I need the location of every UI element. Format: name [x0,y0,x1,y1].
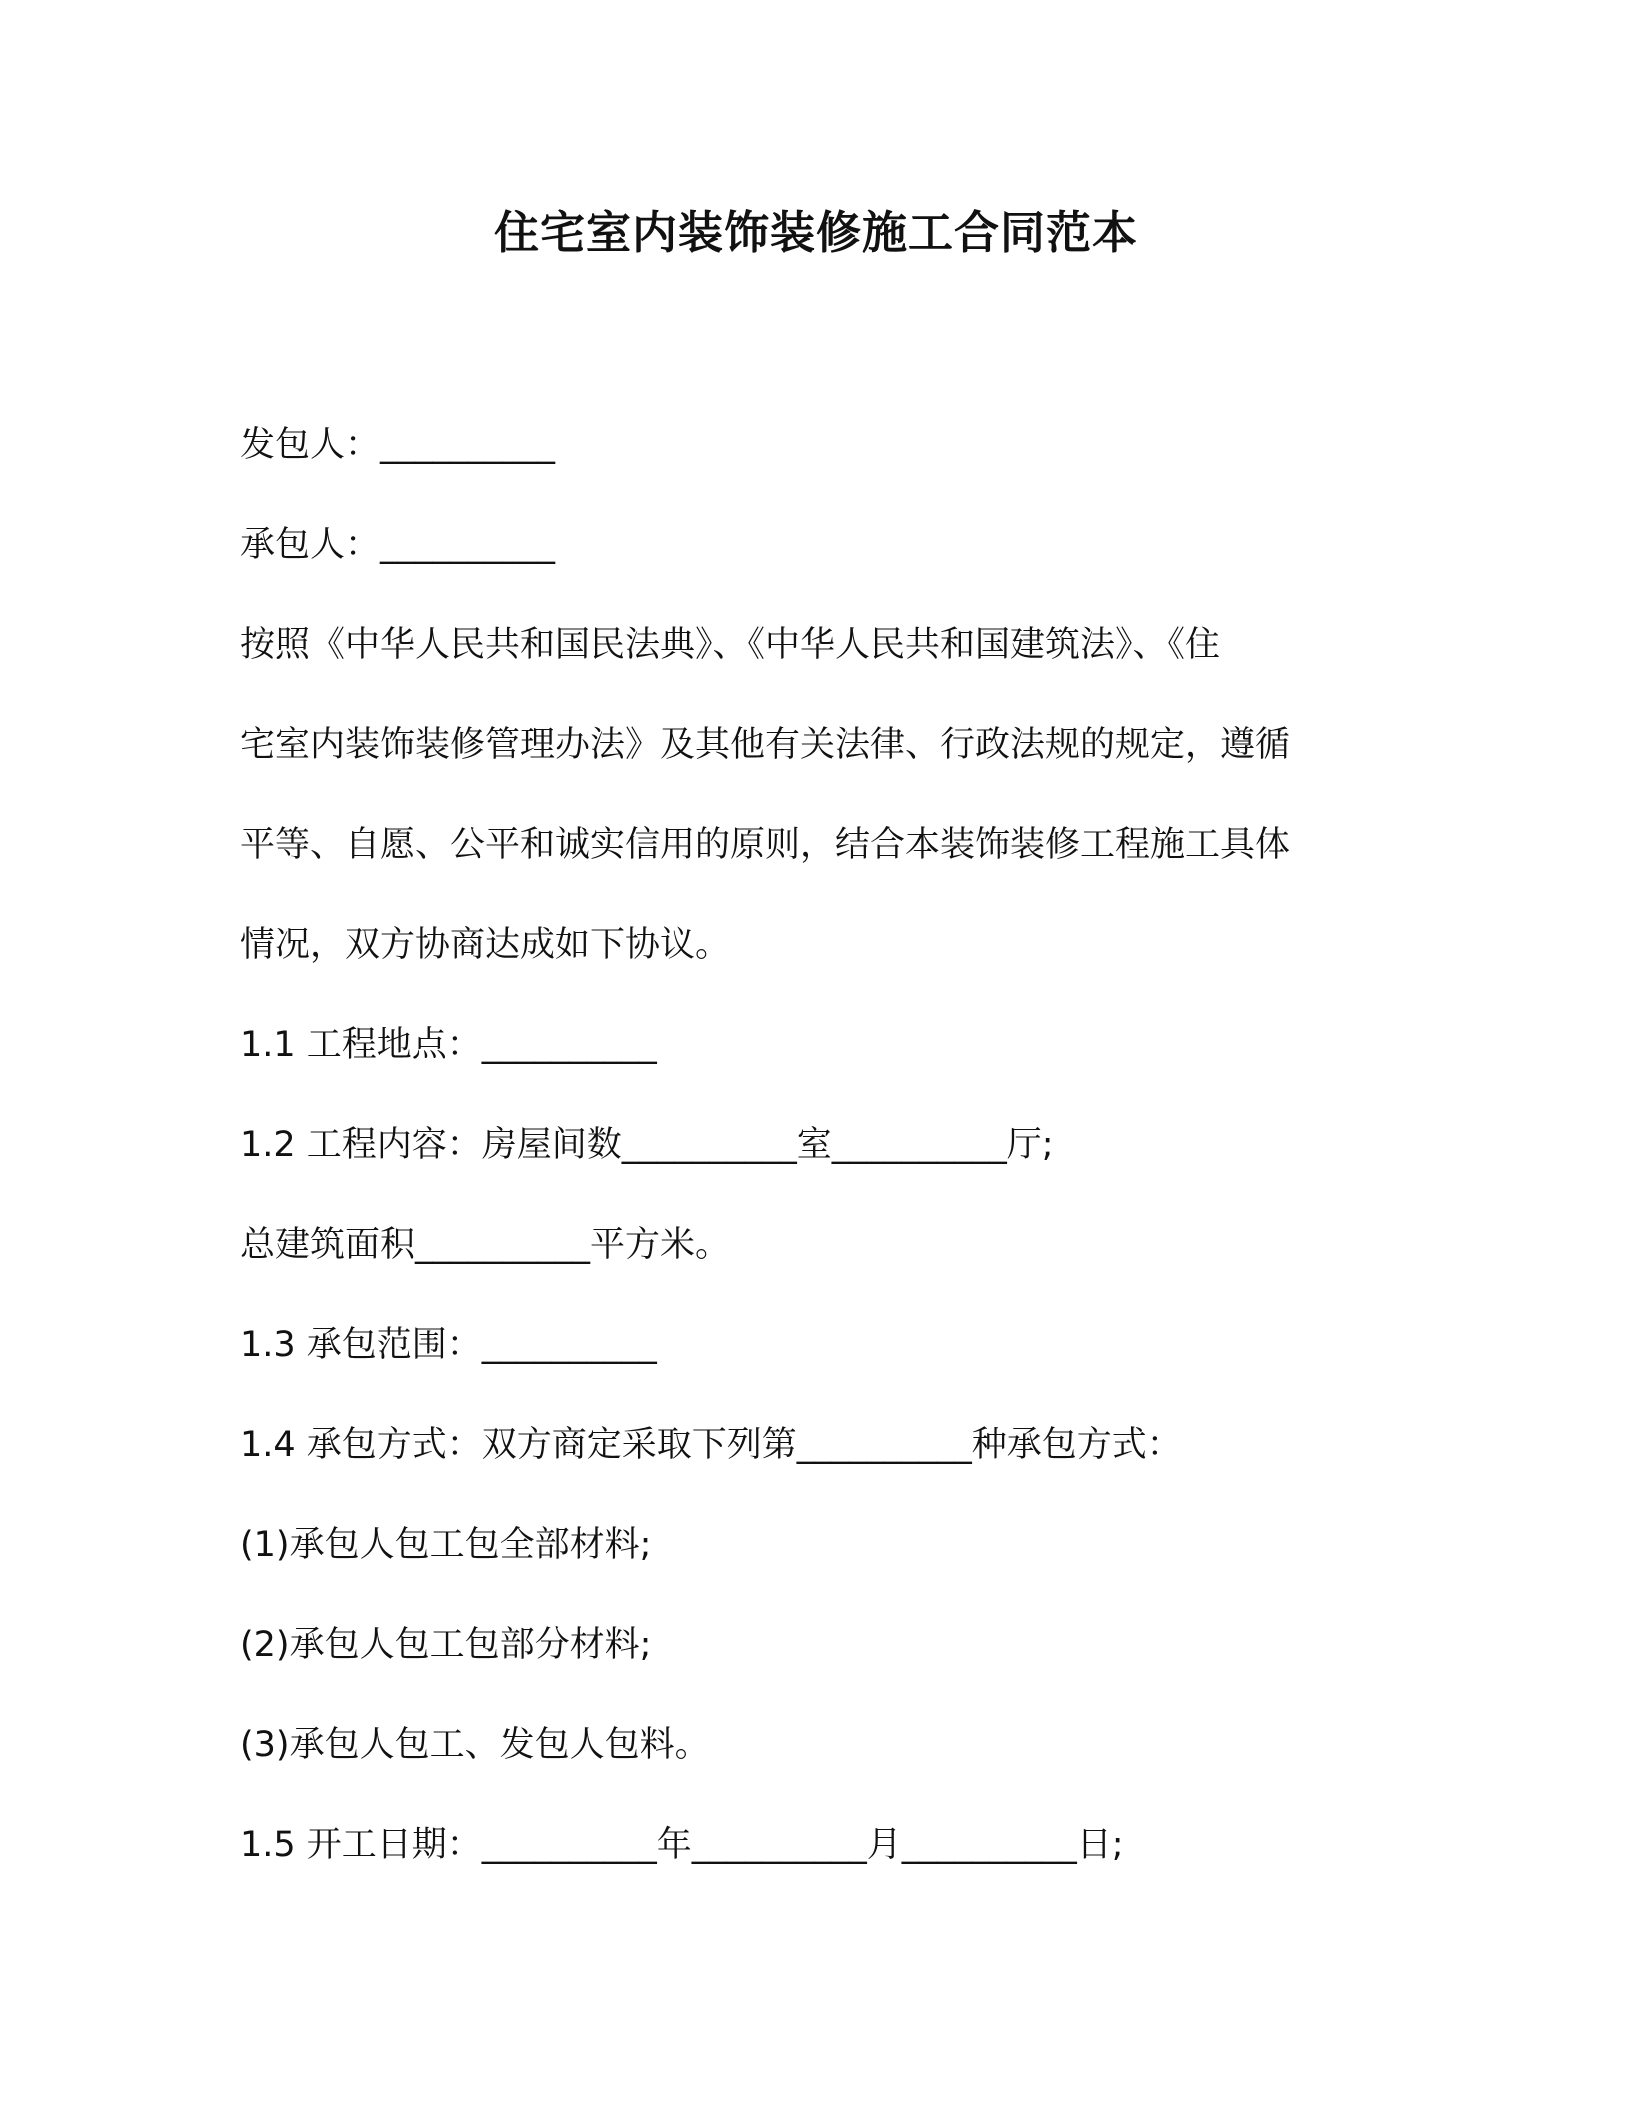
method-option-3: (3)承包人包工、发包人包料。 [240,1725,710,1765]
clause-1-1-location: 1.1 工程地点：__________ [240,1025,657,1065]
clause-1-3-scope: 1.3 承包范围：__________ [240,1325,657,1365]
method-option-1: (1)承包人包工包全部材料; [240,1525,652,1565]
method-option-2: (2)承包人包工包部分材料; [240,1625,652,1665]
preamble-line-3: 平等、自愿、公平和诚实信用的原则，结合本装饰装修工程施工具体 [240,825,1291,865]
line-employer: 发包人：__________ [240,425,556,465]
clause-1-5-start-date: 1.5 开工日期：__________年__________月__________日; [240,1825,1124,1865]
preamble-line-4: 情况，双方协商达成如下协议。 [240,925,731,965]
clause-1-2-content: 1.2 工程内容：房屋间数__________室__________厅; [240,1125,1054,1165]
line-contractor: 承包人：__________ [240,525,556,565]
clause-1-2-area: 总建筑面积__________平方米。 [240,1225,731,1265]
preamble-line-2: 宅室内装饰装修管理办法》及其他有关法律、行政法规的规定，遵循 [240,725,1291,765]
clause-1-4-method: 1.4 承包方式：双方商定采取下列第__________种承包方式： [240,1425,1182,1465]
preamble-line-1: 按照《中华人民共和国民法典》、《中华人民共和国建筑法》、《住 [240,625,1221,665]
document-title: 住宅室内装饰装修施工合同范本 [493,206,1138,259]
